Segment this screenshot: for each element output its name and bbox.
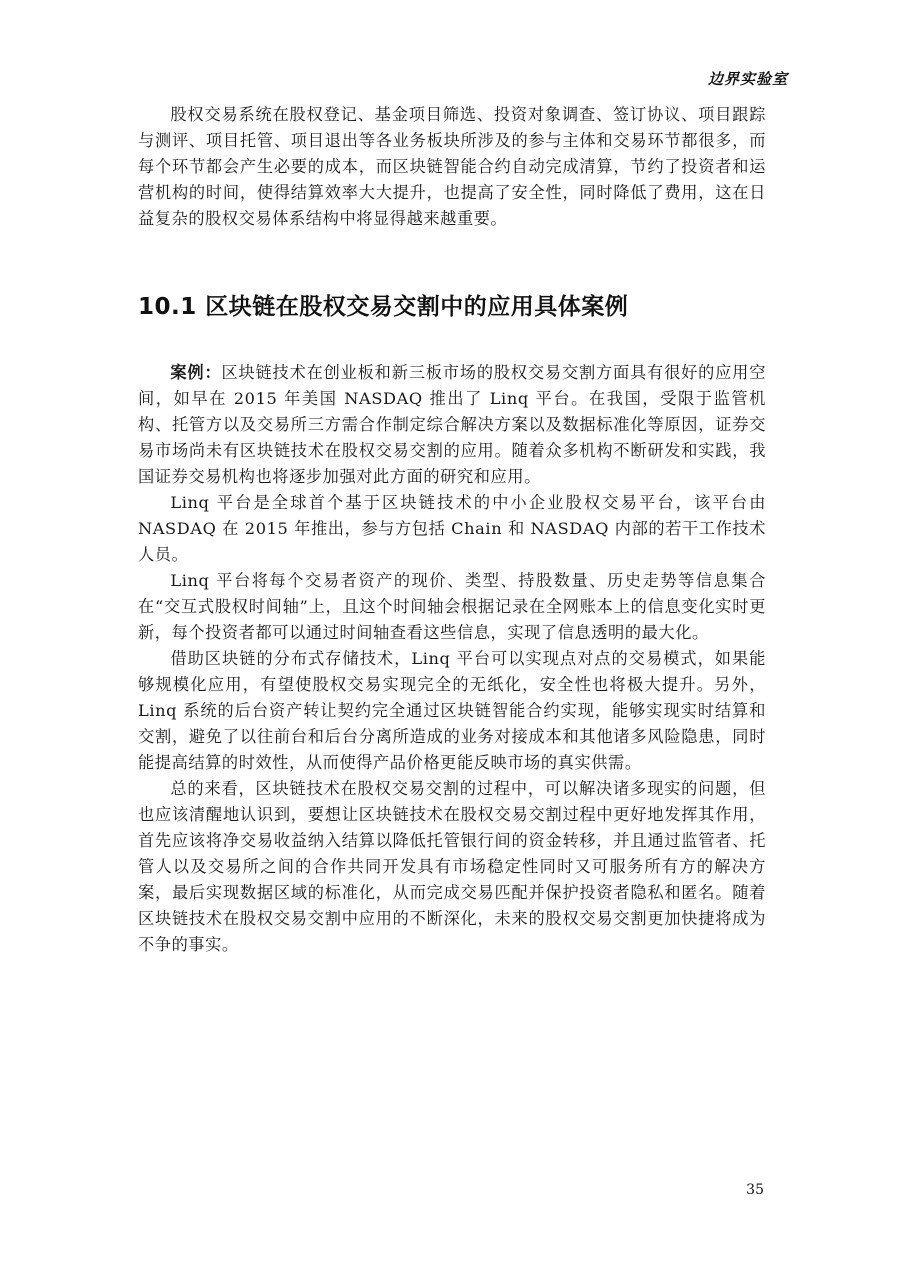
- section-heading: 10.1 区块链在股权交易交割中的应用具体案例: [138, 294, 629, 320]
- body-paragraph-timeline: Linq 平台将每个交易者资产的现价、类型、持股数量、历史走势等信息集合在“交互式股权时间轴”上，且这个时间轴会根据记录在全网账本上的信息变化实时更新，每个投资者都可以通过时间轴查看这些信息，实现了信息透明的最大化。: [138, 571, 766, 642]
- case-paragraph: [138, 360, 766, 490]
- page-content: [138, 102, 766, 958]
- publisher-logo: 边界实验室: [707, 70, 788, 88]
- intro-paragraph: 股权交易系统在股权登记、基金项目筛选、投资对象调查、签订协议、项目跟踪与测评、项目托管、项目退出等各业务板块所涉及的参与主体和交易环节都很多，而每个环节都会产生必要的成本，而区块链智能合约自动完成清算，节约了投资者和运营机构的时间，使得结算效率大大提升，也提高了安全性，同时降低了费用，这在日益复杂的股权交易体系结构中将显得越来越重要。: [138, 105, 766, 228]
- case-text: 区块链技术在创业板和新三板市场的股权交易交割方面具有很好的应用空间，如早在 2015 年美国 NASDAQ 推出了 Linq 平台。在我国，受限于监管机构、托管方以及交易所三方需合作制定综合解决方案以及数据标准化等原因，证券交易市场尚未有区块链技术在股权交易交割的应用。随着众多机构不断研发和实践，我国证券交易机构也将逐步加强对此方面的研究和应用。: [138, 363, 766, 486]
- body-paragraph-distributed-storage: 借助区块链的分布式存储技术，Linq 平台可以实现点对点的交易模式，如果能够规模化应用，有望使股权交易实现完全的无纸化，安全性也将极大提升。另外，Linq 系统的后台资产转让契约完全通过区块链智能合约实现，能够实现实时结算和交割，避免了以往前台和后台分离所造成的业务对接成本和其他诸多风险隐患，同时能提高结算的时效性，从而使得产品价格更能反映市场的真实供需。: [138, 649, 766, 772]
- body-paragraph-linq-intro: Linq 平台是全球首个基于区块链技术的中小企业股权交易平台，该平台由 NASDAQ 在 2015 年推出，参与方包括 Chain 和 NASDAQ 内部的若干工作技术人员。: [138, 493, 766, 564]
- case-label: 案例：: [170, 363, 222, 382]
- body-paragraph-summary: 总的来看，区块链技术在股权交易交割的过程中，可以解决诸多现实的问题，但也应该清醒地认识到，要想让区块链技术在股权交易交割过程中更好地发挥其作用，首先应该将净交易收益纳入结算以降低托管银行间的资金转移，并且通过监管者、托管人以及交易所之间的合作共同开发具有市场稳定性同时又可服务所有方的解决方案，最后实现数据区域的标准化，从而完成交易匹配并保护投资者隐私和匿名。随着区块链技术在股权交易交割中应用的不断深化，未来的股权交易交割更加快捷将成为不争的事实。: [138, 779, 766, 954]
- page-number: 35: [746, 1182, 764, 1198]
